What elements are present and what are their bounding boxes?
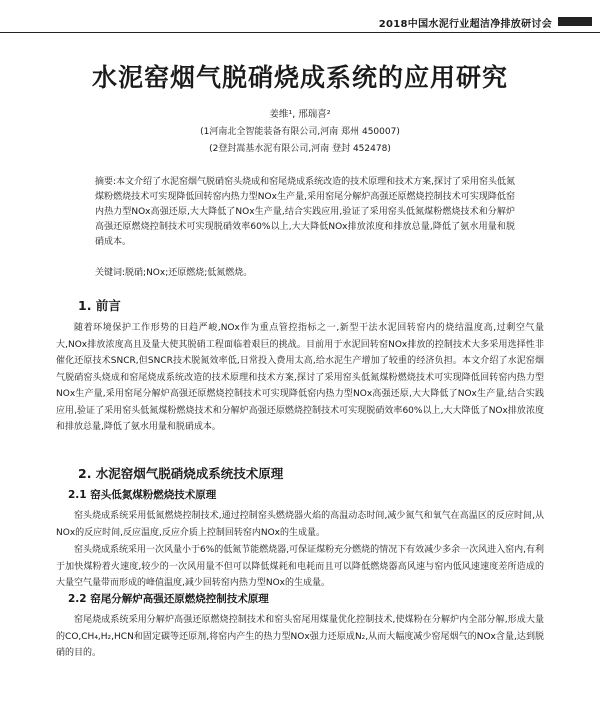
subsection-2-1-title: 2.1 窑头低氮煤粉燃烧技术原理: [68, 489, 217, 501]
paper-authors: 姜维¹, 邢瑞喜²: [269, 109, 331, 120]
abstract: 摘要:本文介绍了水泥窑烟气脱硝窑头烧成和窑尾烧成系统改造的技术原理和技术方案,探讨了采用窑头低氮煤粉燃烧技术可实现降低回转窑内热力型NOx生产量,采用窑尾分解炉高强还原燃烧控制技术可实现降低窑内热力型NOx高强还原,大大降低了NOx生产量,结合实践应用,验证了采用窑头低氮煤粉燃烧技术和分解炉高强还原燃烧控制技术可实现脱硝效率60%以上,大大降低NOx排放浓度和排放总量,降低了氨水用量和脱硝成本。: [95, 177, 515, 247]
affiliation-2: (2登封嵩基水泥有限公司,河南 登封 452478): [209, 144, 391, 154]
subsection-2-2-paragraph: 窑尾烧成系统采用分解炉高强还原燃烧控制技术和窑头窑尾用煤量优化控制技术,使煤粉在分解炉内全部分解,形成大量的CO,CH₄,H₂,HCN和固定碳等还原剂,将窑内产生的热力型NOx强力还原成N₂,从而大幅度减少窑尾烟气的NOx含量,达到脱硝的目的。: [56, 615, 544, 658]
keywords: 关键词:脱硝;NOx;还原燃烧;低氮燃烧。: [95, 268, 253, 278]
subsection-2-1-paragraph-1: 窑头烧成系统采用低氮燃烧控制技术,通过控制窑头燃烧器火焰的高温动态时间,减少氮气和氧气在高温区的反应时间,从NOx的反应时间,反应温度,反应介质上控制回转窑内NOx的生成量。: [56, 511, 544, 538]
journal-name: 2018中国水泥行业超洁净排放研讨会: [378, 19, 552, 30]
affiliation-1: (1河南北全智能装备有限公司,河南 郑州 450007): [200, 127, 400, 137]
paper-title: 水泥窑烟气脱硝烧成系统的应用研究: [91, 63, 508, 92]
subsection-2-1-paragraph-2: 窑头烧成系统采用一次风量小于6%的低氮节能燃烧器,可保证煤粉充分燃烧的情况下有效减少多余一次风进入窑内,有利于加快煤粉着火速度,较少的一次风用量不但可以降低煤耗和电耗而且可以降低燃烧器高风速与窑内低风速速度差所造成的大量空气量带而形成的峰值温度,减少回转窑内热力型NOx的生成量。: [56, 545, 545, 588]
subsection-2-2-title: 2.2 窑尾分解炉高强还原燃烧控制技术原理: [68, 593, 269, 605]
running-header: [0, 12, 600, 33]
section-1-paragraph: 随着环境保护工作形势的日趋严峻,NOx作为重点管控指标之一,新型干法水泥回转窑内的烧结温度高,过剩空气量大,NOx排放浓度高且及量大使其脱硝工程面临着艰巨的挑战。目前用于水泥回转窑NOx排放的控制技术大多采用选择性非催化还原技术SNCR,但SNCR技术脱氮效率低,日常投入费用太高,给水泥生产增加了较重的经济负担。本文介绍了水泥窑烟气脱硝窑头烧成和窑尾烧成系统改造的技术原理和技术方案,探讨了采用窑头低氮煤粉燃烧技术可实现降低回转窑内热力型NOx生产量,采用窑尾分解炉高强还原燃烧控制技术可实现降低窑内热力型NOx高强还原,大大降低了NOx生产量,结合实践应用,验证了采用窑头低氮煤粉燃烧技术和分解炉高强还原燃烧控制技术可实现脱硝效率60%以上,大大降低了NOx排放浓度和排放总量,降低了氨水用量和脱硝成本。: [56, 323, 544, 432]
section-2-title: 2. 水泥窑烟气脱硝烧成系统技术原理: [78, 466, 284, 481]
header-bar: [558, 17, 592, 26]
section-1-title: 1. 前言: [78, 298, 121, 313]
